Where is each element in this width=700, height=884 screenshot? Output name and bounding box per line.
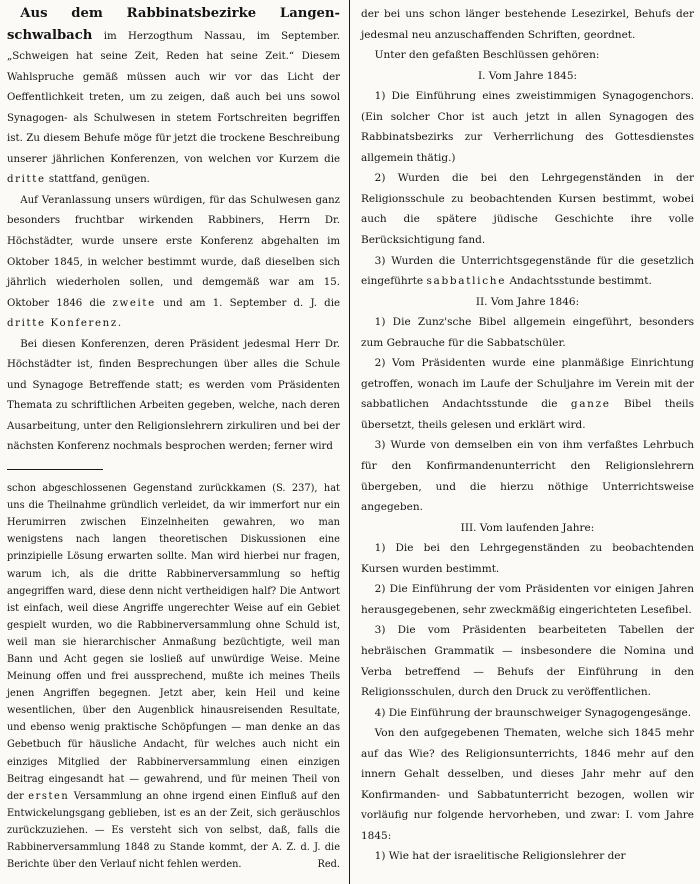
spaced-emphasis: dritte	[7, 174, 46, 186]
resolution-item: 4) Die Einführung der braunschweiger Synagogengesänge.	[374, 706, 692, 719]
editor-signature: Red.	[317, 859, 340, 871]
spaced-emphasis: dritte Konferenz	[7, 318, 118, 330]
text-run: stattfand, genügen.	[45, 174, 150, 186]
text-run: im Herzogthum Nassau, im September. „Schweigen hat seine Zeit, Reden hat seine Zeit.“ Diesem Wahlspruche gemäß müssen auch wir vor das Licht der Oeffentlichkeit treten, um zu zeigen, daß auch bei uns sowol Synagogen- als Schulwesen in stetem Fortschreiten begriffen ist. Zu diesem Behufe möge für jetzt die trockene Beschreibung unserer jährlichen Konferenzen, von welchen vor Kurzem die	[7, 30, 340, 165]
themes-paragraph: Von den aufgegebenen Thematen, welche sich 1845 mehr auf das Wie? des Religionsunterrichts, 1846 mehr auf den innern Gehalt desselben, und dieses Jahr mehr auf den Konfirmanden- und Sabbatunterricht bezogen, wollen wir vorläufig nur folgende hervorheben, und zwar: I. vom Jahre 1845:	[361, 727, 694, 842]
spaced-emphasis: sabbatliche	[426, 275, 507, 288]
resolution-item: 1) Die Zunz'sche Bibel allgemein eingeführt, besonders zum Gebrauche für die Sabbatschüler.	[361, 316, 694, 349]
conference-history-paragraph	[7, 191, 340, 335]
footnote	[7, 480, 340, 873]
footnote-divider	[7, 469, 103, 470]
text-run: 2) Vom Präsidenten wurde eine planmäßige Einrichtung getroffen, wonach im Laufe der Schuljahre im Verein mit der sabbatlichen Andachtsstunde die	[361, 357, 694, 411]
article-title: Aus dem Rabbinatsbezirke Langen-schwalbach	[7, 6, 340, 43]
column-divider	[349, 0, 350, 884]
resolution-item	[361, 251, 694, 292]
text-run: 3) Wurden die Unterrichtsgegenstände für die gesetzlich eingeführte	[361, 254, 694, 288]
text-run: schon abgeschlossenen Gegenstand zurückkamen (S. 237), hat uns die Theilnahme gründlich verleidet, da wir immerfort nur ein Herumirren zwischen Einzelnheiten gewahren, wo man wenigstens nach langen theoretischen Diskussionen eine prinzipielle Lösung erwarten sollte. Man wird hierbei nur fragen, warum ich, als die dritte Rabbinerversammlung so heftig angegriffen ward, diese denn nicht vertheidigen half? Die Antwort ist einfach, weil diese Angriffe ungerechter Weise auf ein Gebiet gespielt wurden, wo die Rabbinerversammlung ohne Schuld ist, weil man sie hierarchischer Anmaßung bezüchtigte, weil man Bann und Acht gegen sie losließ auf unwürdige Weise. Meine Meinung offen und frei aussprechend, mußte ich meines Theils jenen Angriffen begegnen. Jetzt aber, kein Heil und keine wesentlichen, über den Augenblick hinausreisenden Resultate, und ebenso wenig praktische Schöpfungen — man denke an das Gebetbuch für häusliche Andacht, für welches auch nicht ein einziges Mitglied der Rabbinerversammlung einen einzigen Beitrag eingesandt hat — gewahrend, und für meinen Theil von der	[7, 483, 340, 802]
text-run: Bibel theils übersetzt, theils gelesen und erklärt wird.	[361, 398, 695, 431]
resolution-item: 3) Wurde von demselben ein von ihm verfaßtes Lehrbuch für den Konfirmandenunterricht den Religionslehrern übergeben, und die hierzu nöthige Unterrichtsweise angegeben.	[361, 439, 694, 514]
text-run: .	[117, 318, 122, 330]
resolution-item: 2) Wurden die bei den Lehrgegenständen in der Religionsschule zu beobachtenden Kursen bestimmt, wobei auch die spätere jüdische Geschichte ihre volle Berücksichtigung fand.	[361, 172, 694, 247]
spaced-emphasis: zweite	[112, 297, 156, 309]
resolution-item: 1) Die Einführung eines zweistimmigen Synagogenchors. (Ein solcher Chor ist auch jetzt in allen Synagogen des Rabbinatsbezirks zur Verherrlichung des Gottesdienstes allgemein thätig.)	[361, 90, 694, 164]
text-run: Andachtsstunde bestimmt.	[506, 275, 652, 288]
section-heading-1845: I. Vom Jahre 1845:	[477, 69, 578, 82]
theme-item: 1) Wie hat der israelitische Religionslehrer der	[374, 850, 626, 863]
text-run: Auf Veranlassung unsers würdigen, für das Schulwesen ganz besonders fruchtbar wirkenden Rabbiners, Herrn Dr. Höchstädter, wurde unsere erste Konferenz abgehalten im Oktober 1845, in welcher bestimmt wurde, daß dieselben sich jährlich wiederholen sollen, und demgemäß war am 15. Oktober 1846 die	[7, 194, 340, 309]
right-column	[361, 4, 694, 867]
resolution-item: 2) Die Einführung der vom Präsidenten vor einigen Jahren herausgegebenen, sehr zweckmäßig eingerichteten Lesefibel.	[361, 583, 694, 616]
spaced-emphasis: ersten	[28, 790, 70, 802]
text-run: Versammlung an ohne irgend einen Einfluß auf den Entwickelungsgang geblieben, ist es an der Zeit, sich geräuschlos zurückzuziehen. — Es versteht sich von selbst, daß, falls die Rabbinerversammlung 1848 zu Stande kommt, der A. Z. d. J. die Berichte über den Verlauf nicht fehlen werden.	[7, 790, 340, 871]
left-column	[7, 4, 340, 873]
resolution-item	[361, 353, 694, 435]
section-heading-1846: II. Vom Jahre 1846:	[475, 295, 580, 308]
resolutions-intro: Unter den gefaßten Beschlüssen gehören:	[374, 49, 600, 62]
reading-circle-paragraph: der bei uns schon länger bestehende Lesezirkel, Behufs der jedesmal neu anzuschaffenden Schriften, geordnet.	[361, 8, 694, 41]
resolution-item: 1) Die bei den Lehrgegenständen zu beobachtenden Kursen wurden bestimmt.	[361, 542, 694, 575]
text-run: und am 1. September d. J. die	[155, 297, 340, 309]
section-heading-current-year: III. Vom laufenden Jahre:	[460, 521, 595, 534]
spaced-emphasis: ganze	[570, 398, 611, 411]
conference-proceedings-paragraph: Bei diesen Konferenzen, deren Präsident jedesmal Herr Dr. Höchstädter ist, finden Besprechungen über alles die Schule und Synagoge Betreffende statt; es werden vom Präsidenten Themata zu schriftlichen Arbeiten gegeben, welche, nach deren Ausarbeitung, unter den Religionslehrern zirkuliren und bei der nächsten Konferenz nochmals besprochen werden; ferner wird	[7, 338, 340, 453]
resolution-item: 3) Die vom Präsidenten bearbeiteten Tabellen der hebräischen Grammatik — insbesondere die Nomina und Verba betreffend — Behufs der Einführung in den Religionsschulen, durch den Druck zu veröffentlichen.	[361, 624, 694, 699]
article-intro-paragraph	[7, 4, 340, 191]
